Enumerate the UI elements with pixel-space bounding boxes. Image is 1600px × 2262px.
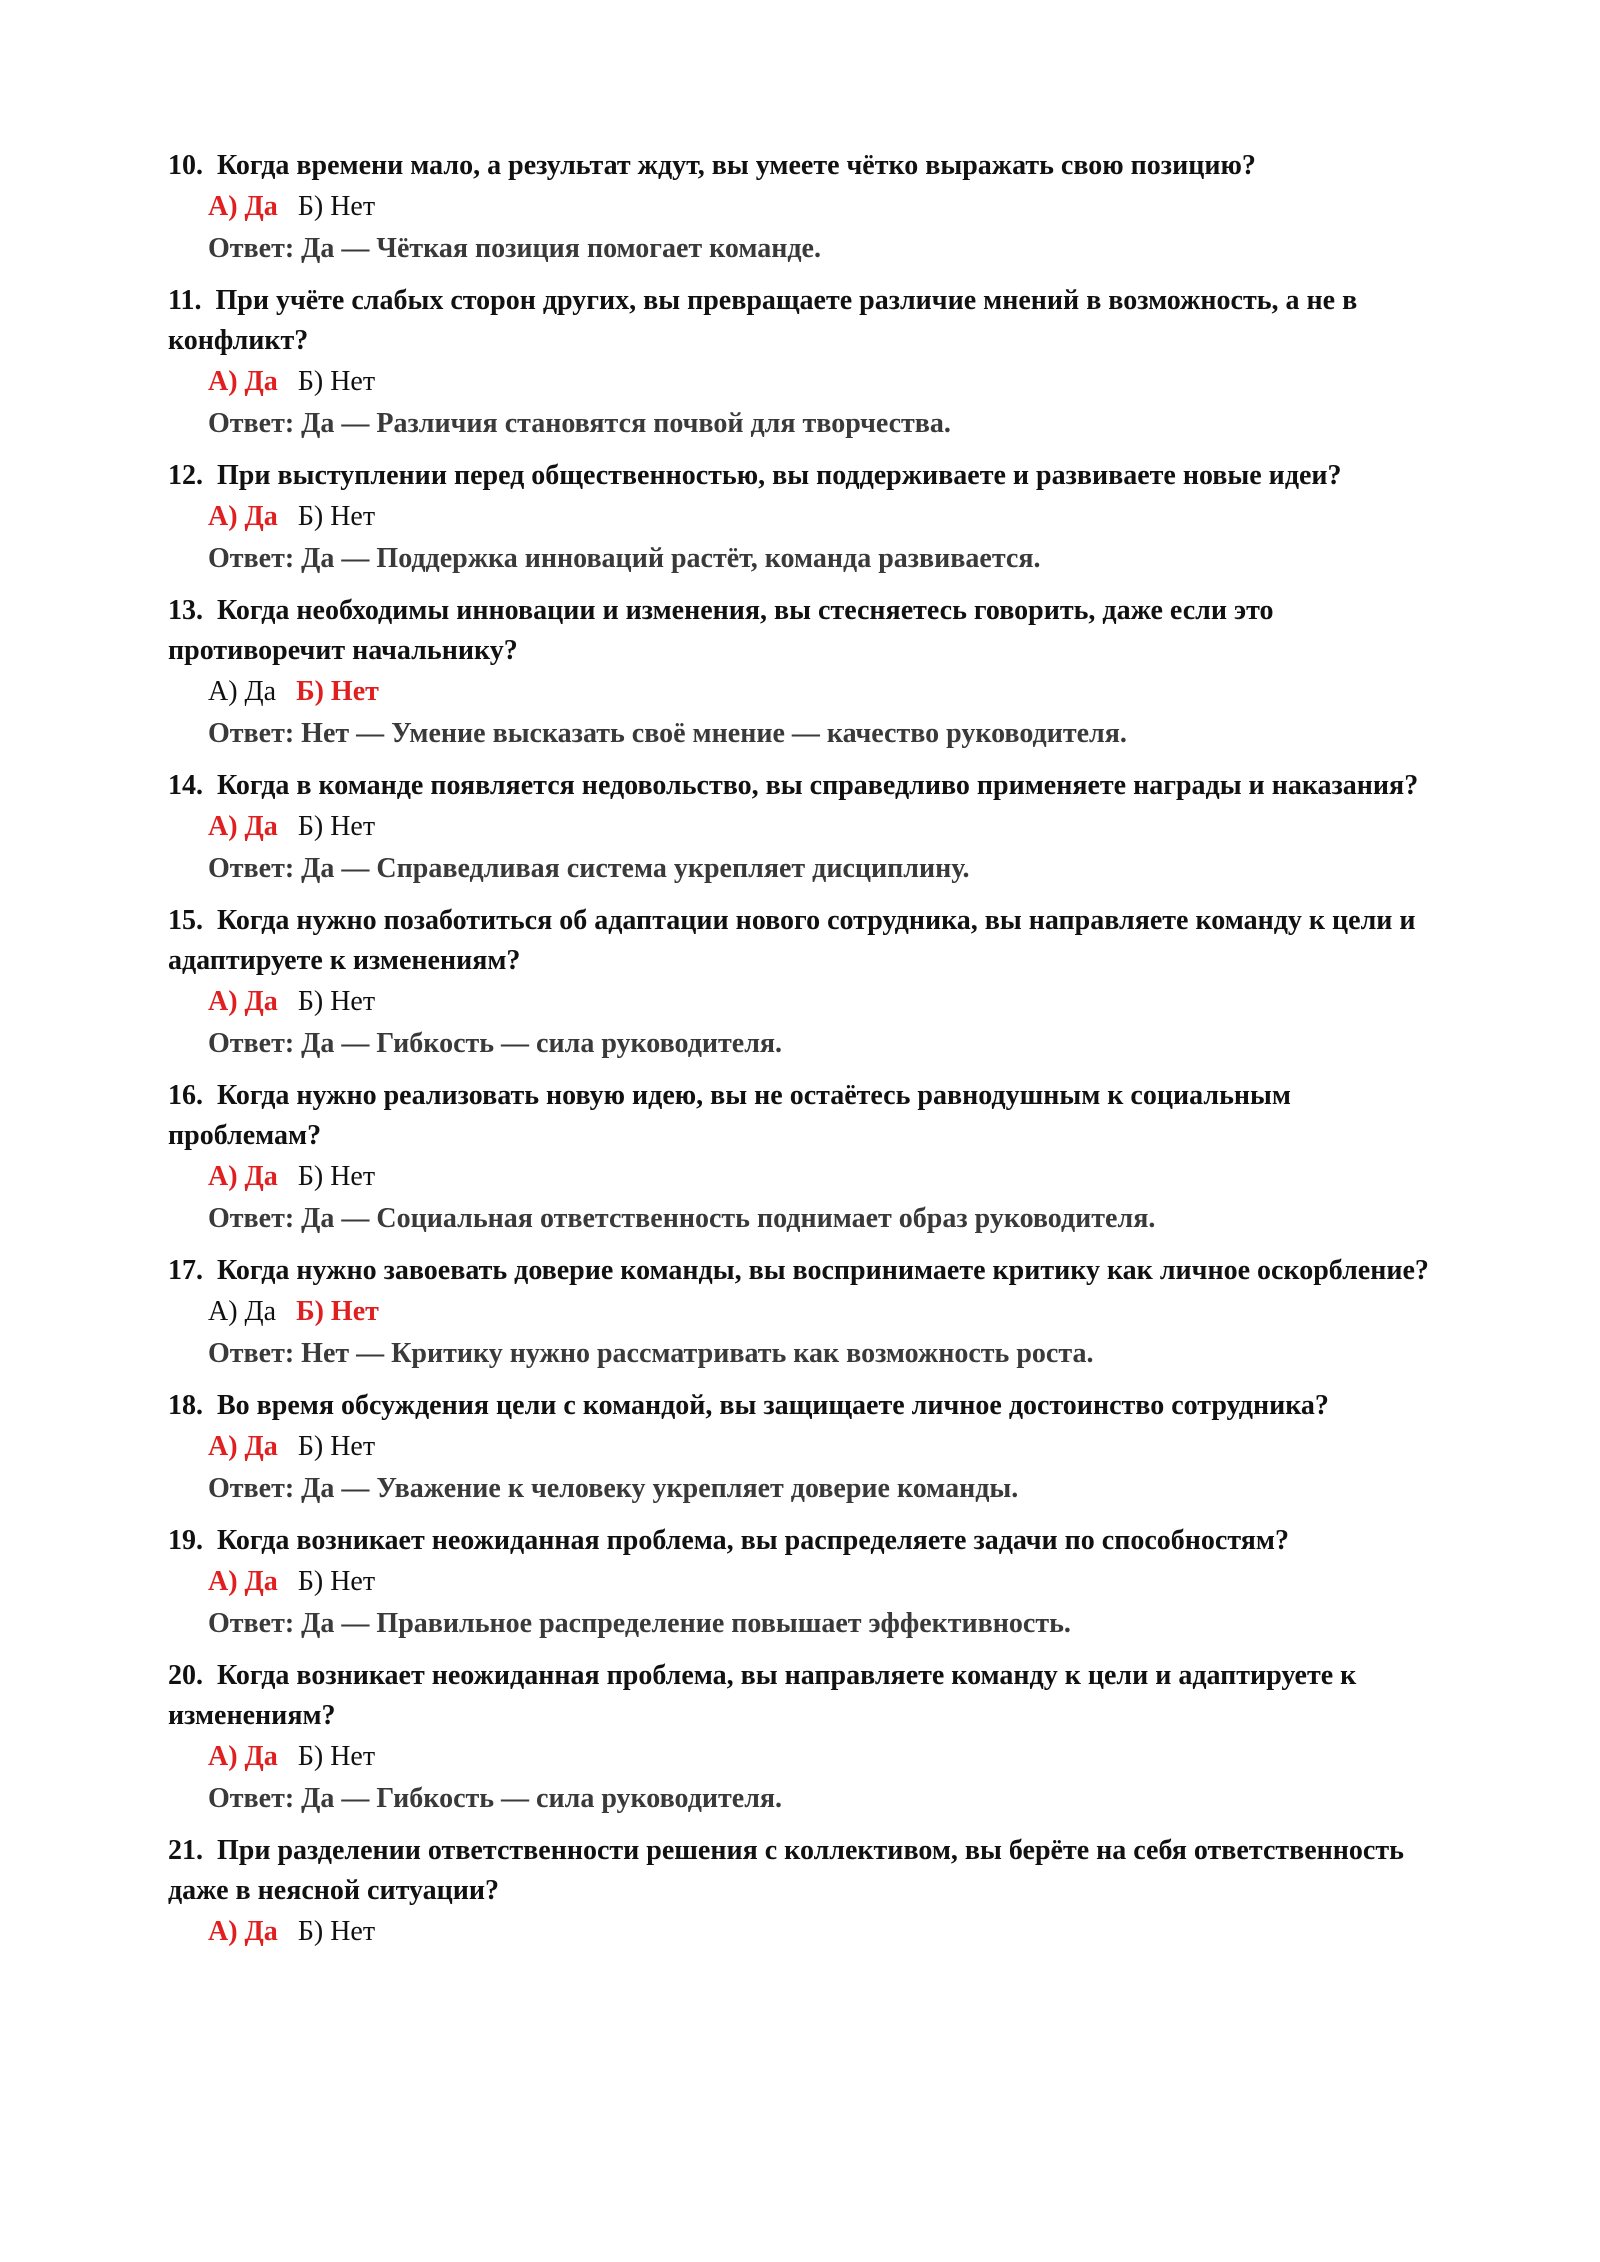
options-row bbox=[208, 1156, 1450, 1198]
question-block bbox=[168, 281, 1450, 445]
option-a: А) Да bbox=[208, 501, 278, 532]
options-row bbox=[208, 1911, 1450, 1953]
question-title bbox=[168, 456, 1450, 496]
question-number: 14. bbox=[168, 770, 203, 801]
answer-explanation: Ответ: Да — Справедливая система укрепляет дисциплину. bbox=[208, 853, 970, 884]
option-a: А) Да bbox=[208, 1431, 278, 1462]
option-b: Б) Нет bbox=[297, 986, 376, 1017]
answer-explanation: Ответ: Да — Поддержка инноваций растёт, команда развивается. bbox=[208, 543, 1041, 574]
answer-explanation: Ответ: Да — Различия становятся почвой для творчества. bbox=[208, 408, 951, 439]
answer-explanation: Ответ: Нет — Умение высказать своё мнение — качество руководителя. bbox=[208, 718, 1127, 749]
question-number: 17. bbox=[168, 1255, 203, 1286]
question-text: При разделении ответственности решения с коллективом, вы берёте на себя ответственность даже в неясной ситуации? bbox=[168, 1835, 1404, 1906]
answer-explanation: Ответ: Да — Чёткая позиция помогает команде. bbox=[208, 233, 821, 264]
question-title bbox=[168, 591, 1450, 671]
options-row bbox=[208, 361, 1450, 403]
question-number: 16. bbox=[168, 1080, 203, 1111]
options-row bbox=[208, 981, 1450, 1023]
question-block bbox=[168, 1076, 1450, 1240]
question-block bbox=[168, 1656, 1450, 1820]
option-b: Б) Нет bbox=[296, 1296, 379, 1327]
option-b: Б) Нет bbox=[297, 1741, 376, 1772]
question-text: Когда в команде появляется недовольство, вы справедливо применяете награды и наказания? bbox=[217, 770, 1419, 801]
question-block bbox=[168, 1251, 1450, 1375]
option-a: А) Да bbox=[208, 1741, 278, 1772]
question-number: 13. bbox=[168, 595, 203, 626]
question-number: 15. bbox=[168, 905, 203, 936]
option-b: Б) Нет bbox=[296, 676, 379, 707]
answer-explanation: Ответ: Нет — Критику нужно рассматривать как возможность роста. bbox=[208, 1338, 1094, 1369]
question-text: Когда нужно реализовать новую идею, вы не остаётесь равнодушным к социальным проблемам? bbox=[168, 1080, 1291, 1151]
answer-explanation: Ответ: Да — Гибкость — сила руководителя. bbox=[208, 1783, 783, 1814]
question-title bbox=[168, 1251, 1450, 1291]
option-b: Б) Нет bbox=[297, 1161, 376, 1192]
question-title bbox=[168, 1076, 1450, 1156]
question-block bbox=[168, 766, 1450, 890]
options-row bbox=[208, 186, 1450, 228]
question-text: Когда нужно позаботиться об адаптации нового сотрудника, вы направляете команду к цели и адаптируете к изменениям? bbox=[168, 905, 1416, 976]
question-text: При выступлении перед общественностью, вы поддерживаете и развиваете новые идеи? bbox=[217, 460, 1342, 491]
question-title bbox=[168, 1386, 1450, 1426]
option-a: А) Да bbox=[208, 811, 278, 842]
question-block bbox=[168, 901, 1450, 1065]
options-row bbox=[208, 806, 1450, 848]
question-number: 21. bbox=[168, 1835, 203, 1866]
question-text: Когда возникает неожиданная проблема, вы распределяете задачи по способностям? bbox=[217, 1525, 1289, 1556]
option-a: А) Да bbox=[208, 191, 278, 222]
question-block bbox=[168, 591, 1450, 755]
question-text: Когда необходимы инновации и изменения, вы стесняетесь говорить, даже если это противоречит начальнику? bbox=[168, 595, 1274, 666]
option-a: А) Да bbox=[208, 1296, 277, 1327]
option-a: А) Да bbox=[208, 1916, 278, 1947]
options-row bbox=[208, 1736, 1450, 1778]
question-number: 12. bbox=[168, 460, 203, 491]
question-text: При учёте слабых сторон других, вы превращаете различие мнений в возможность, а не в конфликт? bbox=[168, 285, 1358, 356]
question-number: 10. bbox=[168, 150, 203, 181]
options-row bbox=[208, 1291, 1450, 1333]
options-row bbox=[208, 1561, 1450, 1603]
option-b: Б) Нет bbox=[297, 501, 376, 532]
question-title bbox=[168, 1656, 1450, 1736]
question-title bbox=[168, 146, 1450, 186]
question-block bbox=[168, 1521, 1450, 1645]
question-title bbox=[168, 766, 1450, 806]
question-title bbox=[168, 281, 1450, 361]
question-text: Когда нужно завоевать доверие команды, вы воспринимаете критику как личное оскорбление? bbox=[217, 1255, 1429, 1286]
options-row bbox=[208, 496, 1450, 538]
question-number: 11. bbox=[168, 285, 202, 316]
answer-explanation: Ответ: Да — Уважение к человеку укрепляет доверие команды. bbox=[208, 1473, 1019, 1504]
question-title bbox=[168, 1831, 1450, 1911]
question-number: 20. bbox=[168, 1660, 203, 1691]
question-number: 18. bbox=[168, 1390, 203, 1421]
option-b: Б) Нет bbox=[297, 1916, 376, 1947]
option-b: Б) Нет bbox=[297, 811, 376, 842]
answer-explanation: Ответ: Да — Социальная ответственность поднимает образ руководителя. bbox=[208, 1203, 1156, 1234]
question-number: 19. bbox=[168, 1525, 203, 1556]
question-block bbox=[168, 1386, 1450, 1510]
option-a: А) Да bbox=[208, 1566, 278, 1597]
option-b: Б) Нет bbox=[297, 1566, 376, 1597]
option-b: Б) Нет bbox=[297, 191, 376, 222]
option-b: Б) Нет bbox=[297, 366, 376, 397]
question-text: Когда возникает неожиданная проблема, вы направляете команду к цели и адаптируете к изменениям? bbox=[168, 1660, 1357, 1731]
question-title bbox=[168, 1521, 1450, 1561]
options-row bbox=[208, 1426, 1450, 1468]
answer-explanation: Ответ: Да — Гибкость — сила руководителя. bbox=[208, 1028, 783, 1059]
answer-explanation: Ответ: Да — Правильное распределение повышает эффективность. bbox=[208, 1608, 1071, 1639]
option-a: А) Да bbox=[208, 366, 278, 397]
question-block bbox=[168, 146, 1450, 270]
option-a: А) Да bbox=[208, 1161, 278, 1192]
question-block bbox=[168, 1831, 1450, 1953]
question-title bbox=[168, 901, 1450, 981]
question-text: Во время обсуждения цели с командой, вы защищаете личное достоинство сотрудника? bbox=[217, 1390, 1329, 1421]
option-a: А) Да bbox=[208, 986, 278, 1017]
option-b: Б) Нет bbox=[297, 1431, 376, 1462]
options-row bbox=[208, 671, 1450, 713]
option-a: А) Да bbox=[208, 676, 277, 707]
question-block bbox=[168, 456, 1450, 580]
question-text: Когда времени мало, а результат ждут, вы умеете чётко выражать свою позицию? bbox=[217, 150, 1256, 181]
